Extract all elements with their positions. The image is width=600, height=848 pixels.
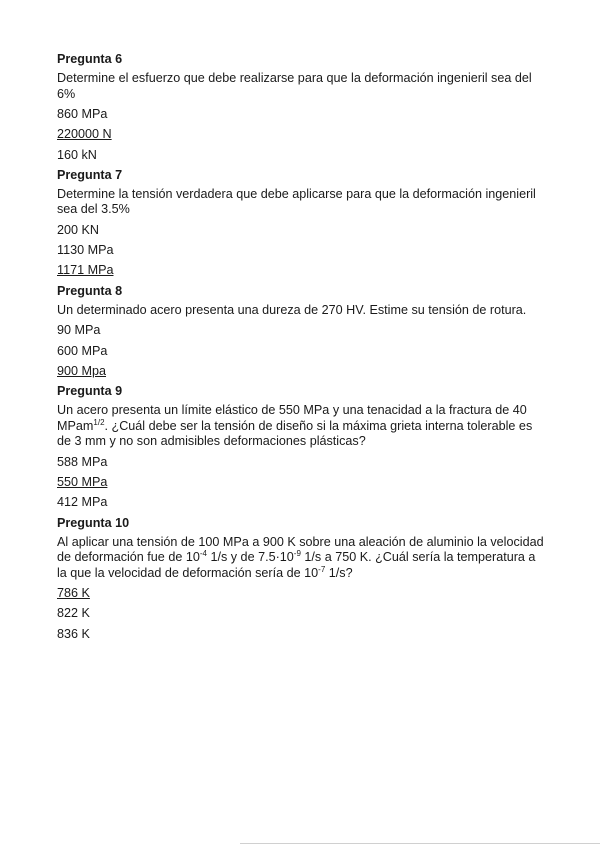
document-page — [57, 52, 545, 647]
question-title: Pregunta 10 — [57, 515, 130, 530]
question-text-part: Determine la tensión verdadera que debe aplicarse para que la deformación ingenieril sea del 3.5% — [57, 186, 536, 217]
answer-option[interactable]: 412 MPa — [57, 495, 108, 510]
question-text — [57, 303, 545, 319]
answer-option[interactable]: 160 kN — [57, 147, 97, 162]
answer-option-correct[interactable]: 900 Mpa — [57, 363, 107, 378]
answer-option-correct[interactable]: 786 K — [57, 586, 90, 601]
question-7 — [57, 168, 545, 279]
question-9 — [57, 384, 545, 510]
scan-edge-divider — [240, 843, 600, 844]
answer-option[interactable]: 836 K — [57, 626, 90, 641]
question-text — [57, 535, 545, 582]
answer-option[interactable]: 1130 MPa — [57, 243, 114, 258]
question-title: Pregunta 9 — [57, 384, 123, 399]
question-text-part: 1/s? — [325, 565, 353, 580]
answer-option[interactable]: 822 K — [57, 606, 90, 621]
question-title: Pregunta 6 — [57, 52, 123, 66]
answer-option-correct[interactable]: 1171 MPa — [57, 263, 114, 278]
question-text — [57, 187, 545, 218]
superscript: -7 — [318, 564, 326, 574]
question-text-part: . ¿Cuál debe ser la tensión de diseño si la máxima grieta interna tolerable es de 3 mm y no son admisibles deformaciones plásticas? — [57, 418, 533, 449]
answer-option[interactable]: 90 MPa — [57, 323, 101, 338]
superscript: -4 — [199, 548, 207, 558]
question-text-part: Al aplicar una tensión de 100 MPa a 900 K sobre una aleación de aluminio la velocidad de deformación fue de 10 — [57, 534, 544, 565]
question-text-part: 1/s y de 7.5·10 — [206, 550, 294, 565]
answer-option[interactable]: 200 KN — [57, 222, 100, 237]
answer-option[interactable]: 588 MPa — [57, 454, 108, 469]
answer-option-correct[interactable]: 550 MPa — [57, 474, 108, 489]
question-text-part: Determine el esfuerzo que debe realizarse para que la deformación ingenieril sea del 6% — [57, 71, 532, 101]
question-title: Pregunta 7 — [57, 167, 123, 182]
superscript: 1/2 — [93, 417, 105, 427]
question-title: Pregunta 8 — [57, 283, 123, 298]
answer-option-correct[interactable]: 220000 N — [57, 127, 112, 142]
question-10 — [57, 516, 545, 642]
question-text-part: Un acero presenta un límite elástico de 550 MPa y una tenacidad a la fractura de 40 MPam — [57, 403, 527, 433]
question-text — [57, 71, 545, 102]
question-text — [57, 403, 545, 450]
question-8 — [57, 284, 545, 379]
answer-option[interactable]: 860 MPa — [57, 107, 108, 121]
question-text-part: 1/s a 750 K. ¿Cuál sería la temperatura a la que la velocidad de deformación sería de 10 — [57, 550, 536, 580]
question-6 — [57, 52, 545, 163]
answer-option[interactable]: 600 MPa — [57, 343, 108, 358]
superscript: -9 — [293, 548, 301, 558]
question-text-part: Un determinado acero presenta una dureza de 270 HV. Estime su tensión de rotura. — [57, 302, 527, 317]
